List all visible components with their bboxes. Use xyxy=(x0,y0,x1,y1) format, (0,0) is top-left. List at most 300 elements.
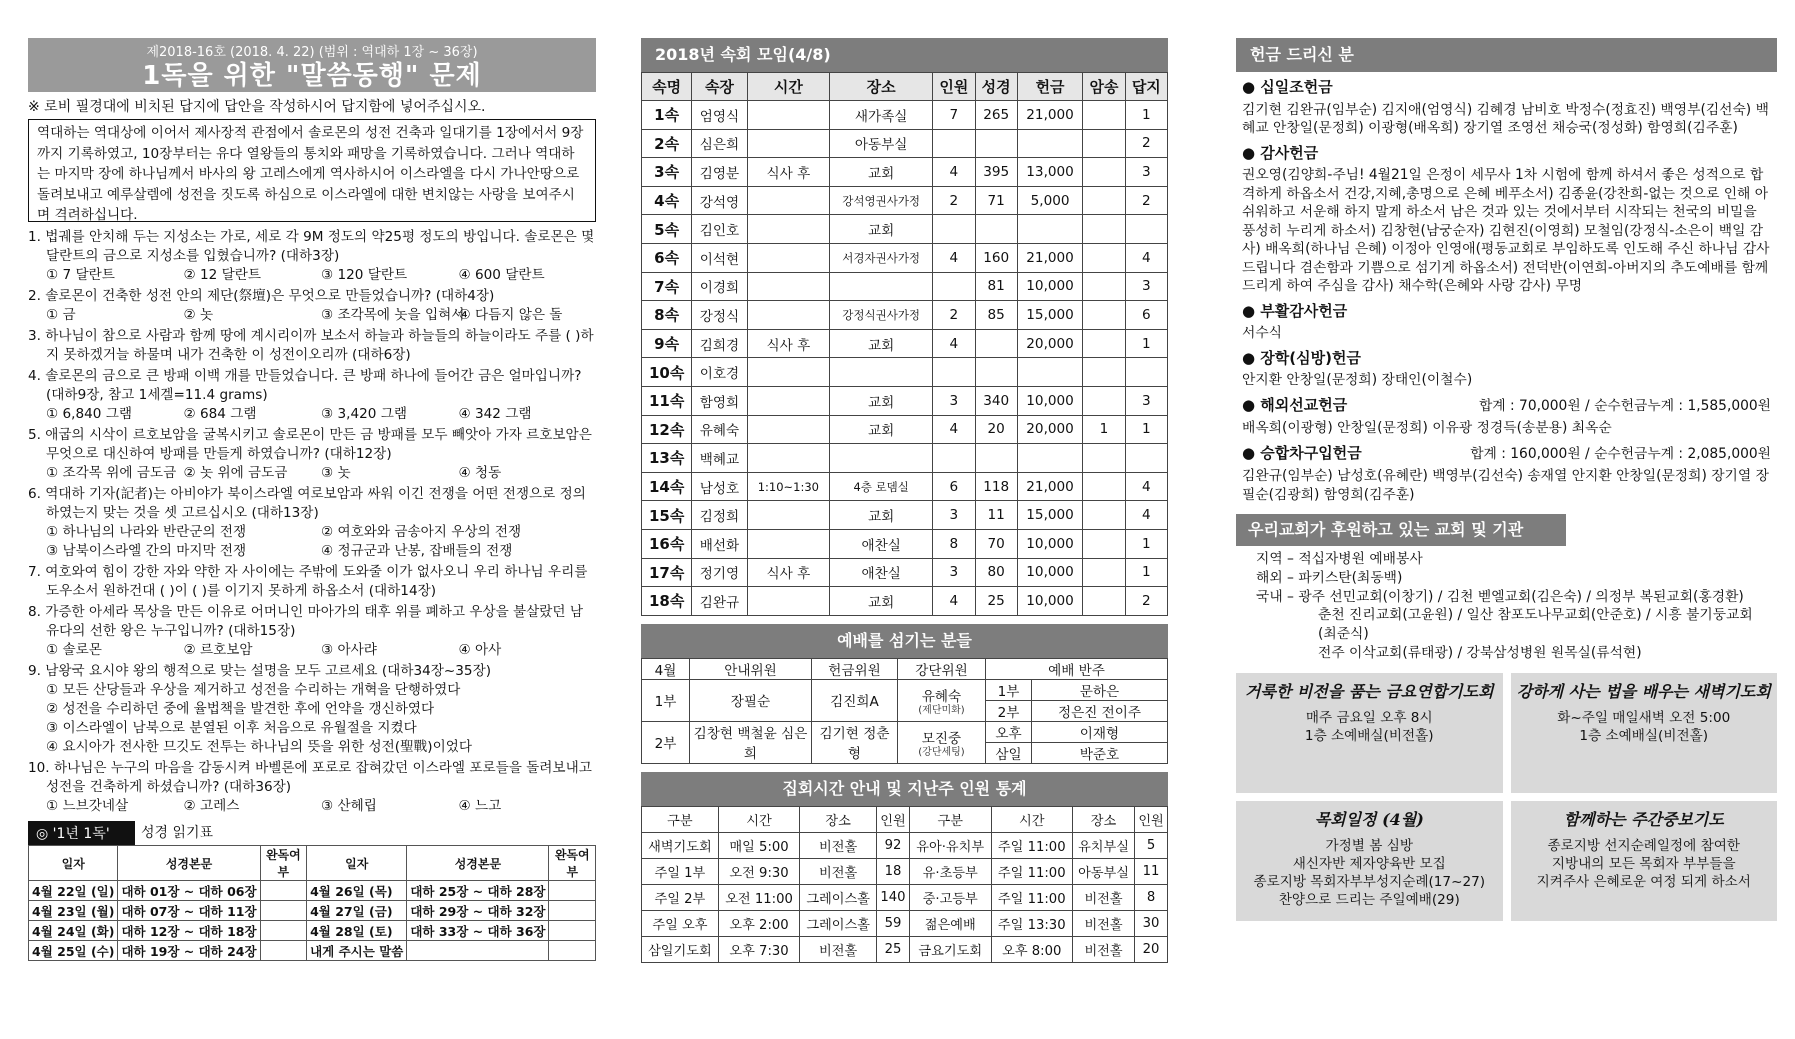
cell-value: 2 xyxy=(1125,186,1167,215)
cell-value: 강정식권사가정 xyxy=(830,301,933,330)
cell-row xyxy=(642,158,1168,187)
offering-section-head xyxy=(1242,78,1771,97)
cell-value xyxy=(830,444,933,473)
cell-value xyxy=(1125,358,1167,387)
cell-value: 식사 후 xyxy=(747,329,830,358)
option: ③ 조각목에 놋을 입혀서 xyxy=(321,307,465,323)
cell-value: 엄영식 xyxy=(692,101,747,130)
stats-value: 59 xyxy=(877,910,910,936)
reading-cell: 4월 25일 (수) xyxy=(29,941,118,961)
reading-cell: 내게 주시는 말씀 xyxy=(307,941,407,961)
stats-value: 비전홀 xyxy=(800,858,877,884)
question-text: 7. 여호와여 힘이 강한 자와 약한 자 사이에는 주밖에 도와줄 이가 없사오니 우리 하나님 우리를 도우소서 원하건대 ( )이 ( )를 이기지 못하게 하옵소서 (대하14장) xyxy=(28,564,588,599)
question-item xyxy=(28,603,596,660)
cell-row xyxy=(642,444,1168,473)
reading-row xyxy=(29,941,596,961)
stats-value: 비전홀 xyxy=(1072,936,1134,962)
cell-col-header: 속명 xyxy=(642,73,692,101)
reading-cell: 4월 28일 (토) xyxy=(307,921,407,941)
offering-names: 권오영(김양희-주님! 4월21일 은정이 세무사 1차 시험에 함께 하셔서 좋은 성적으로 합격하게 하옵소서 건강,지혜,총명으로 은혜 베푸소서) 김종윤(강찬희-없는 것으로 인해 아쉬워하고 서운해 하지 말게 하소서 남은 것과 있는 것에서부터 시작되는 천국의 비밀을 풍성히 누리게 하소서) 김창현(남궁순자) 김현진(이영희) 모철임(강정식-소은이 백일 감사) 배옥희(하나님 은혜) 이정아 인영애(평동교회로 부임하도록 인도해 주신 하나님 감사드립니다 겸손함과 기쁨으로 섬기게 하옵소서) 전덕반(이연희-아버지의 추도예배를 함께 드리게 하여 주심을 감사) 채수학(은혜와 사랑 감사) 무명 xyxy=(1242,167,1770,294)
question-item xyxy=(28,563,596,601)
stats-value: 주일 11:00 xyxy=(991,832,1072,858)
option: ④ 342 그램 xyxy=(458,406,532,422)
offering-names: 배옥희(이광형) 안창일(문정희) 이유광 정경득(송분용) 최옥순 xyxy=(1242,420,1612,436)
notice-box xyxy=(1511,673,1778,793)
cell-value: 김인호 xyxy=(692,215,747,244)
notice-line: 찬양으로 드리는 주일예배(29) xyxy=(1278,891,1460,908)
reading-cell: 4월 26일 (목) xyxy=(307,881,407,901)
cell-value: 10,000 xyxy=(1017,272,1082,301)
altar-name: 유혜숙 xyxy=(921,688,962,705)
stats-value: 금요기도회 xyxy=(909,936,991,962)
cell-value: 3 xyxy=(933,501,975,530)
serve-r2-offering: 김기현 정춘형 xyxy=(812,721,898,763)
cell-value: 교회 xyxy=(830,587,933,616)
cell-value xyxy=(1083,186,1125,215)
reading-head-row xyxy=(29,846,596,881)
cell-value: 3 xyxy=(933,386,975,415)
option: ④ 청동 xyxy=(458,465,502,481)
stats-value: 젊은예배 xyxy=(909,910,991,936)
cell-value: 12속 xyxy=(642,415,692,444)
cell-value: 4층 로뎀실 xyxy=(830,472,933,501)
reading-cell: 4월 22일 (일) xyxy=(29,881,118,901)
option: ④ 느고 xyxy=(458,798,502,814)
cell-value xyxy=(1083,587,1125,616)
cell-value: 71 xyxy=(975,186,1017,215)
cell-value xyxy=(1083,215,1125,244)
cell-value: 새가족실 xyxy=(830,101,933,130)
cell-value: 1 xyxy=(1083,415,1125,444)
cell-value xyxy=(1017,215,1082,244)
offering-section-head xyxy=(1242,349,1771,368)
cell-value: 4 xyxy=(933,158,975,187)
cell-value: 13속 xyxy=(642,444,692,473)
accomp-label: 2부 xyxy=(986,700,1032,721)
cell-row xyxy=(642,215,1168,244)
notice-line: 종로지방 목회자부부성지순례(17~27) xyxy=(1253,873,1486,890)
cell-value: 7속 xyxy=(642,272,692,301)
reading-cell: 대하 07장 ~ 대하 11장 xyxy=(118,901,260,921)
option: ① 솔로몬 xyxy=(46,642,102,658)
offering-sum: 합계 : 160,000원 / 순수헌금누계 : 2,085,000원 xyxy=(1470,445,1771,462)
notice-body xyxy=(1236,837,1503,909)
stats-value: 92 xyxy=(877,832,910,858)
serve-head-month: 4월 xyxy=(642,658,690,679)
cell-row xyxy=(642,386,1168,415)
cell-value xyxy=(1017,358,1082,387)
cell-row xyxy=(642,101,1168,130)
intro-box: 역대하는 역대상에 이어서 제사장적 관점에서 솔로몬의 성전 건축과 일대기를 1장에서서 9장까지 기록하였고, 10장부터는 유다 열왕들의 통치와 패망을 기록하였습니다. 그러나 역대하는 마지막 장에 하나님께서 바사의 왕 고레스에게 역사하시어 이스라엘을 다시 가나안땅으로 돌려보내고 예루살렘에 성전을 짓도록 하심으로 이스라엘에 대한 변치않는 사랑을 보여주시며 격려하십니다. xyxy=(28,119,596,222)
stats-value: 주일 1부 xyxy=(642,858,719,884)
cell-value: 2속 xyxy=(642,129,692,158)
cell-value: 395 xyxy=(975,158,1017,187)
stats-value: 오후 8:00 xyxy=(991,936,1072,962)
stats-value: 오전 11:00 xyxy=(718,884,799,910)
cell-value xyxy=(830,358,933,387)
cell-value xyxy=(1017,444,1082,473)
reading-cell: 대하 19장 ~ 대하 24장 xyxy=(118,941,260,961)
cell-value: 7 xyxy=(933,101,975,130)
offering-section-head xyxy=(1242,396,1771,416)
cell-value xyxy=(1125,215,1167,244)
option: ① 금 xyxy=(46,307,76,323)
accomp-name: 이재형 xyxy=(1032,721,1168,742)
serve-head-accomp: 예배 반주 xyxy=(986,658,1168,679)
notice-title: 함께하는 주간중보기도 xyxy=(1563,809,1724,829)
serve-r1-guide: 장필순 xyxy=(690,679,812,721)
reading-cell xyxy=(407,941,549,961)
cell-row xyxy=(642,415,1168,444)
cell-value: 6 xyxy=(1125,301,1167,330)
cell-col-header: 속장 xyxy=(692,73,747,101)
question-text: 3. 하나님이 참으로 사람과 함께 땅에 계시리이까 보소서 하늘과 하늘들의 하늘이라도 주를 ( )하지 못하겠거늘 하물며 내가 건축한 이 성전이오리까 (대하6장) xyxy=(28,328,594,363)
support-line: 춘천 진리교회(고윤원) / 일산 참포도나무교회(안준호) / 시흥 불기둥교회(최준식) xyxy=(1318,607,1753,643)
stats-value: 중·고등부 xyxy=(909,884,991,910)
cell-row xyxy=(642,587,1168,616)
cell-value: 21,000 xyxy=(1017,101,1082,130)
option-list xyxy=(28,405,596,424)
cell-value xyxy=(747,444,830,473)
reading-cell: 4월 24일 (화) xyxy=(29,921,118,941)
cell-value: 유혜숙 xyxy=(692,415,747,444)
support-line: 전주 이삭교회(류태광) / 강북삼성병원 원목실(류석현) xyxy=(1318,644,1642,661)
cell-value xyxy=(747,386,830,415)
accomp-name: 정은진 전이주 xyxy=(1032,700,1168,721)
cell-value: 4 xyxy=(1125,501,1167,530)
cell-value: 10,000 xyxy=(1017,529,1082,558)
question-item xyxy=(28,662,596,757)
offering-names: 김완규(임부순) 남성호(유혜란) 백영부(김선숙) 송재열 안지환 안창일(문정희) 장기열 장필순(김광희) 함영희(김주훈) xyxy=(1242,468,1769,503)
cell-value: 교회 xyxy=(830,501,933,530)
offering-column xyxy=(1236,38,1777,921)
reading-cell xyxy=(260,921,307,941)
reading-cell: 대하 12장 ~ 대하 18장 xyxy=(118,921,260,941)
cell-value: 4속 xyxy=(642,186,692,215)
cell-value xyxy=(1083,272,1125,301)
cell-value xyxy=(747,243,830,272)
cell-row xyxy=(642,272,1168,301)
option: ① 모든 산당들과 우상을 제거하고 성전을 수리하는 개혁을 단행하였다 xyxy=(46,682,461,698)
option: ① 6,840 그램 xyxy=(46,406,133,422)
cell-value: 1:10~1:30 xyxy=(747,472,830,501)
notice-body xyxy=(1236,709,1503,745)
notice-box xyxy=(1511,801,1778,921)
support-title: 우리교회가 후원하고 있는 교회 및 기관 xyxy=(1236,514,1566,546)
cell-value: 김정희 xyxy=(692,501,747,530)
cell-value xyxy=(933,272,975,301)
offering-title: 헌금 드리신 분 xyxy=(1236,38,1777,72)
cell-value: 2 xyxy=(933,301,975,330)
cell-value: 4 xyxy=(933,329,975,358)
quiz-title: 1독을 위한 "말씀동행" 문제 xyxy=(142,61,482,91)
stats-value: 11 xyxy=(1135,858,1168,884)
cell-value: 강석영 xyxy=(692,186,747,215)
cell-value: 265 xyxy=(975,101,1017,130)
cell-value: 강정식 xyxy=(692,301,747,330)
serve-r1-label: 1부 xyxy=(642,679,690,721)
cell-value xyxy=(933,444,975,473)
option: ④ 600 달란트 xyxy=(458,267,545,283)
reading-row xyxy=(29,901,596,921)
cell-value: 아동부실 xyxy=(830,129,933,158)
cell-value: 80 xyxy=(975,558,1017,587)
cell-value: 4 xyxy=(1125,243,1167,272)
notice-title: 강하게 사는 법을 배우는 새벽기도회 xyxy=(1516,681,1771,701)
cell-table xyxy=(641,72,1168,616)
accomp-label: 1부 xyxy=(986,679,1032,700)
cell-value xyxy=(933,215,975,244)
question-item xyxy=(28,485,596,561)
cell-value: 3 xyxy=(933,558,975,587)
reading-cell xyxy=(260,881,307,901)
reading-cell: 대하 33장 ~ 대하 36장 xyxy=(407,921,549,941)
stats-row xyxy=(642,884,1168,910)
cell-value: 3 xyxy=(1125,386,1167,415)
cell-value xyxy=(1083,301,1125,330)
cell-value: 15속 xyxy=(642,501,692,530)
cell-value: 교회 xyxy=(830,158,933,187)
cell-value: 애찬실 xyxy=(830,558,933,587)
cell-value: 1 xyxy=(1125,415,1167,444)
cell-value xyxy=(975,129,1017,158)
notice-line: 가정별 봄 심방 xyxy=(1325,837,1413,854)
stats-col-header: 시간 xyxy=(718,806,799,832)
option: ④ 다듬지 않은 돌 xyxy=(458,307,563,323)
option: ② 놋 위에 금도금 xyxy=(183,465,288,481)
cell-value: 21,000 xyxy=(1017,472,1082,501)
cell-value: 이경희 xyxy=(692,272,747,301)
cell-value: 2 xyxy=(933,186,975,215)
offering-section-title: ● 부활감사헌금 xyxy=(1242,301,1348,320)
support-line: 지역 – 적십자병원 예배봉사 xyxy=(1256,551,1423,567)
reading-row xyxy=(29,881,596,901)
option: ② 르호보암 xyxy=(183,642,253,658)
stats-value: 주일 13:30 xyxy=(991,910,1072,936)
cell-value: 11속 xyxy=(642,386,692,415)
cell-value: 2 xyxy=(1125,129,1167,158)
cell-col-header: 암송 xyxy=(1083,73,1125,101)
option: ③ 남북이스라엘 간의 마지막 전쟁 xyxy=(46,543,247,559)
cell-value: 5속 xyxy=(642,215,692,244)
cell-value xyxy=(747,215,830,244)
accomp-label: 삼일 xyxy=(986,742,1032,763)
option: ④ 요시아가 전사한 므깃도 전투는 하나님의 뜻을 위한 성전(聖戰)이었다 xyxy=(46,739,472,755)
cell-value: 5,000 xyxy=(1017,186,1082,215)
cell-value: 이석현 xyxy=(692,243,747,272)
option-list xyxy=(28,681,596,757)
reading-col-header: 일자 xyxy=(29,846,118,881)
cell-value: 강석영권사가정 xyxy=(830,186,933,215)
cell-value xyxy=(975,358,1017,387)
accomp-name: 문하은 xyxy=(1032,679,1168,700)
stats-title: 집회시간 안내 및 지난주 인원 통계 xyxy=(641,772,1168,806)
cell-value xyxy=(747,186,830,215)
stats-value: 매일 5:00 xyxy=(718,832,799,858)
support-line: 해외 – 파키스탄(최동백) xyxy=(1256,569,1403,586)
stats-value: 주일 11:00 xyxy=(991,858,1072,884)
stats-value: 그레이스홀 xyxy=(800,910,877,936)
cell-value xyxy=(747,501,830,530)
cell-value xyxy=(747,358,830,387)
option: ② 성전을 수리하던 중에 율법책을 발견한 후에 언약을 갱신하였다 xyxy=(46,701,435,717)
question-item xyxy=(28,327,596,365)
stats-value: 5 xyxy=(1135,832,1168,858)
stats-col-header: 인원 xyxy=(1135,806,1168,832)
cell-value: 10,000 xyxy=(1017,587,1082,616)
reading-cell xyxy=(549,921,596,941)
cell-value xyxy=(1083,158,1125,187)
cell-value: 20,000 xyxy=(1017,415,1082,444)
notice-line: 화~주일 매일새벽 오전 5:00 xyxy=(1557,709,1731,726)
offering-section-title: ● 감사헌금 xyxy=(1242,143,1319,162)
cell-value: 2 xyxy=(1125,587,1167,616)
notice-title: 거룩한 비전을 품는 금요연합기도회 xyxy=(1244,681,1494,701)
serve-r2-altar xyxy=(898,721,986,763)
stats-value: 비전홀 xyxy=(1072,910,1134,936)
cell-head-row xyxy=(642,73,1168,101)
question-list xyxy=(28,228,596,816)
stats-col-header: 장소 xyxy=(800,806,877,832)
question-text: 1. 법궤를 안치해 두는 지성소는 가로, 세로 각 9M 정도의 약25평 정도의 방입니다. 솔로몬은 몇 달란트의 금으로 지성소를 입혔습니까? (대하3장) xyxy=(28,229,595,264)
question-item xyxy=(28,287,596,325)
cell-value: 16속 xyxy=(642,529,692,558)
cell-row xyxy=(642,301,1168,330)
cell-value xyxy=(1083,501,1125,530)
notice-line: 지방내의 모든 목회자 부부들을 xyxy=(1551,855,1736,872)
cell-value: 식사 후 xyxy=(747,558,830,587)
stats-value: 유·초등부 xyxy=(909,858,991,884)
cell-col-header: 헌금 xyxy=(1017,73,1082,101)
notice-line: 1층 소예배실(비전홀) xyxy=(1579,727,1709,744)
cell-value xyxy=(1017,129,1082,158)
option: ② 684 그램 xyxy=(183,406,257,422)
stats-row xyxy=(642,858,1168,884)
cell-value xyxy=(1083,444,1125,473)
stats-table xyxy=(641,806,1168,963)
option: ③ 놋 xyxy=(321,465,351,481)
reading-cell: 4월 23일 (월) xyxy=(29,901,118,921)
stats-value: 20 xyxy=(1135,936,1168,962)
stats-row xyxy=(642,832,1168,858)
cell-col-header: 답지 xyxy=(1125,73,1167,101)
cell-value xyxy=(747,101,830,130)
option: ① 하나님의 나라와 반란군의 전쟁 xyxy=(46,524,247,540)
cell-value xyxy=(747,529,830,558)
option: ③ 3,420 그램 xyxy=(321,406,408,422)
option: ④ 아사 xyxy=(458,642,502,658)
option: ③ 이스라엘이 남북으로 분열된 이후 처음으로 유월절을 지켰다 xyxy=(46,720,417,736)
reading-cell xyxy=(549,941,596,961)
question-item xyxy=(28,426,596,483)
reading-cell: 대하 25장 ~ 대하 28장 xyxy=(407,881,549,901)
question-item xyxy=(28,228,596,285)
cell-value: 남성호 xyxy=(692,472,747,501)
option-list xyxy=(28,464,596,483)
reading-col-header: 일자 xyxy=(307,846,407,881)
stats-col-header: 장소 xyxy=(1072,806,1134,832)
cell-value: 애찬실 xyxy=(830,529,933,558)
cell-value xyxy=(1083,129,1125,158)
cell-value: 340 xyxy=(975,386,1017,415)
cell-value: 6속 xyxy=(642,243,692,272)
question-text: 2. 솔로몬이 건축한 성전 안의 제단(祭壇)은 무엇으로 만들었습니까? (대하4장) xyxy=(28,288,495,304)
cell-value xyxy=(1083,472,1125,501)
serve-table xyxy=(641,658,1168,764)
option: ④ 정규군과 난봉, 잡배들의 전쟁 xyxy=(321,543,513,559)
notice-title: 목회일정 (4월) xyxy=(1314,809,1424,829)
cell-value: 25 xyxy=(975,587,1017,616)
offering-names: 김기현 김완규(임부순) 김지애(엄영식) 김혜경 남비호 박정수(정효진) 백영부(김선숙) 백혜교 안창일(문정희) 이광형(배옥희) 장기열 조영선 채승국(정성화) 함영희(김주훈) xyxy=(1242,101,1769,136)
cell-value: 9속 xyxy=(642,329,692,358)
stats-col-header: 구분 xyxy=(909,806,991,832)
cell-row xyxy=(642,358,1168,387)
serve-r2-label: 2부 xyxy=(642,721,690,763)
cell-value: 백혜교 xyxy=(692,444,747,473)
option: ① 조각목 위에 금도금 xyxy=(46,465,177,481)
stats-value: 오후 2:00 xyxy=(718,910,799,936)
reading-table xyxy=(28,845,596,961)
cell-value xyxy=(747,415,830,444)
notice-box xyxy=(1236,673,1503,793)
cell-value: 서경자권사가정 xyxy=(830,243,933,272)
cell-row xyxy=(642,186,1168,215)
cell-value: 6 xyxy=(933,472,975,501)
serve-r1-offering: 김진희A xyxy=(812,679,898,721)
stats-value: 아동부실 xyxy=(1072,858,1134,884)
notice-line: 새신자반 제자양육반 모집 xyxy=(1292,855,1446,872)
stats-value: 새벽기도회 xyxy=(642,832,719,858)
question-text: 5. 애굽의 시삭이 르호보암을 굴복시키고 솔로몬이 만든 금 방패를 모두 빼앗아 가자 르호보암은 무엇으로 대신하여 방패를 만들게 하였습니까? (대하12장) xyxy=(28,427,592,462)
option: ② 12 달란트 xyxy=(183,267,262,283)
cell-row xyxy=(642,558,1168,587)
offering-section-title: ● 장학(심방)헌금 xyxy=(1242,348,1361,367)
question-text: 4. 솔로몬의 금으로 큰 방패 이백 개를 만들었습니다. 큰 방패 하나에 들어간 금은 얼마입니까? (대하9장, 참고 1세겔=11.4 grams) xyxy=(28,368,582,403)
cell-value: 배선화 xyxy=(692,529,747,558)
cell-value xyxy=(1083,329,1125,358)
cell-value: 김완규 xyxy=(692,587,747,616)
cell-value xyxy=(1083,101,1125,130)
cell-value: 3 xyxy=(1125,272,1167,301)
offering-section-title: ● 승합차구입헌금 xyxy=(1242,443,1362,462)
cell-value: 160 xyxy=(975,243,1017,272)
cell-value xyxy=(975,329,1017,358)
reading-col-header: 완독여부 xyxy=(260,846,307,881)
reading-cell: 대하 29장 ~ 대하 32장 xyxy=(407,901,549,921)
reading-col-header: 완독여부 xyxy=(549,846,596,881)
offering-names: 서수식 xyxy=(1242,325,1282,341)
stats-value: 비전홀 xyxy=(800,936,877,962)
stats-value: 8 xyxy=(1135,884,1168,910)
stats-value: 18 xyxy=(877,858,910,884)
cell-value: 교회 xyxy=(830,386,933,415)
cell-value: 교회 xyxy=(830,415,933,444)
offering-section-head xyxy=(1242,302,1771,321)
offering-section-head xyxy=(1242,144,1771,163)
option: ③ 아사랴 xyxy=(321,642,377,658)
cell-value: 김영분 xyxy=(692,158,747,187)
stats-value: 오후 7:30 xyxy=(718,936,799,962)
cell-value: 4 xyxy=(933,243,975,272)
stats-col-header: 인원 xyxy=(877,806,910,832)
cell-row xyxy=(642,472,1168,501)
reading-cell xyxy=(549,901,596,921)
cell-col-header: 인원 xyxy=(933,73,975,101)
support-list xyxy=(1236,546,1777,667)
stats-col-header: 시간 xyxy=(991,806,1072,832)
cell-value: 4 xyxy=(1125,472,1167,501)
cell-value: 김희경 xyxy=(692,329,747,358)
